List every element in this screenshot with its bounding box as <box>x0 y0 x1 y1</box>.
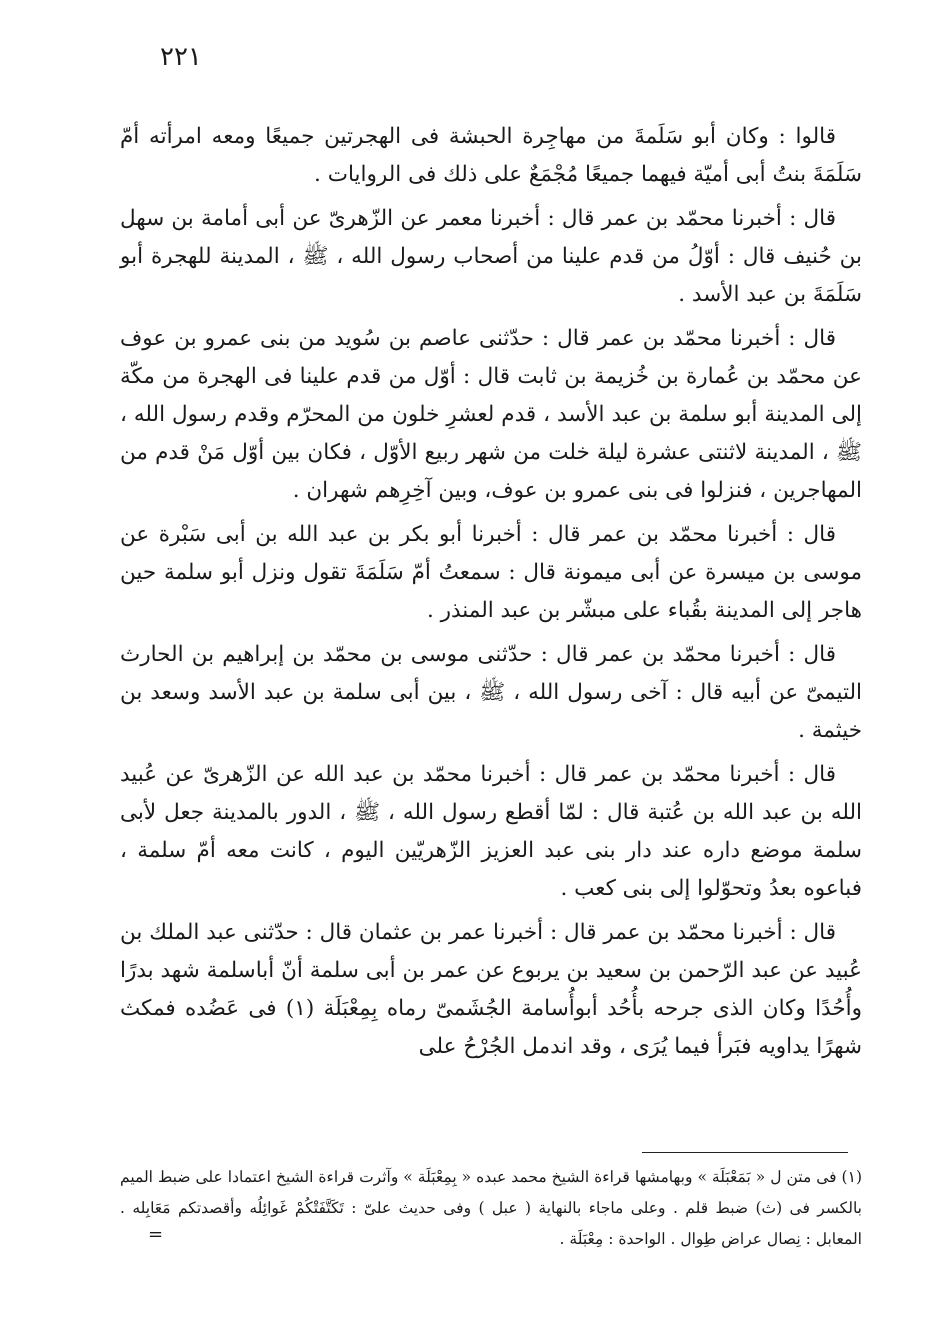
page-number: ٢٢١ <box>160 42 202 72</box>
paragraph: قال : أخبرنا محمّد بن عمر قال : حدّثنى عاصم بن سُويد من بنى عمرو بن عوف عن محمّد بن عُمارة بن خُزيمة بن ثابت قال : أوّل من قدم علينا فى الهجرة من مكّة إلى المدينة أبو سلمة بن عبد الأسد ، قدم لعشرِ خلون من المحرّم وقدم رسول الله ، ﷺ ، المدينة لاثنتى عشرة ليلة خلت من شهر ربيع الأوّل ، فكان بين أوّل مَنْ قدم من المهاجرين ، فنزلوا فى بنى عمرو بن عوف، وبين آخِرِهم شهران . <box>120 326 862 503</box>
footnotes <box>120 1162 862 1255</box>
paragraph: قال : أخبرنا محمّد بن عمر قال : حدّثنى موسى بن محمّد بن إبراهيم بن الحارث التيمىّ عن أبيه قال : آخى رسول الله ، ﷺ ، بين أبى سلمة بن عبد الأسد وسعد بن خيثمة . <box>120 642 862 743</box>
paragraph: قال : أخبرنا محمّد بن عمر قال : أخبرنا معمر عن الزّهرىّ عن أبى أمامة بن سهل بن حُنيف قال : أوّلُ من قدم علينا من أصحاب رسول الله ، ﷺ ، المدينة للهجرة أبو سَلَمَةَ بن عبد الأسد . <box>120 206 862 307</box>
paragraph: قال : أخبرنا محمّد بن عمر قال : أخبرنا عمر بن عثمان قال : حدّثنى عبد الملك بن عُبيد عن عبد الرّحمن بن سعيد بن يربوع عن عمر بن أبى سلمة أنّ أباسلمة شهد بدرًا وأُحُدًا وكان الذى جرحه بأُحُد أبوأُسامة الجُشَمىّ رماه بِمِعْبَلَة (١) فى عَضُده فمكث شهرًا يداويه فبَرأ فيما يُرَى ، وقد اندمل الجُرْحُ على <box>120 920 862 1059</box>
paragraph: قال : أخبرنا محمّد بن عمر قال : أخبرنا محمّد بن عبد الله عن الزّهرىّ عن عُبيد الله بن عبد الله بن عُتبة قال : لمّا أقطع رسول الله ، ﷺ ، الدور بالمدينة جعل لأبى سلمة موضع داره عند دار بنى عبد العزيز الزّهريّين اليوم ، كانت معه أمّ سلمة ، فباعوه بعدُ وتحوّلوا إلى بنى كعب . <box>120 762 862 901</box>
main-text <box>120 118 862 1072</box>
footnote: (١) فى متن ل « بَمَعْبَلَة » وبهامشها قراءة الشيخ محمد عبده « بِمِعْبَلَة » وآثرت قراءة الشيخ اعتمادا على ضبط الميم بالكسر فى (ث) ضبط قلم . وعلى ماجاء بالنهاية ( عبل ) وفى حديث علىّ : تَكَتَّفَتْكُمْ غَوائِلُه وأقصدتكم مَعَابِله . المعابل : نِصال عراض طِوال . الواحدة : مِعْبَلَة . <box>120 1168 862 1248</box>
continuation-mark: = <box>148 1224 164 1245</box>
paragraph: قال : أخبرنا محمّد بن عمر قال : أخبرنا أبو بكر بن عبد الله بن أبى سَبْرة عن موسى بن ميسرة عن أبى ميمونة قال : سمعتُ أمّ سَلَمَةَ تقول ونزل أبو سلمة حين هاجر إلى المدينة بقُباء على مبشّر بن عبد المنذر . <box>120 522 862 623</box>
footnote-divider <box>642 1152 848 1153</box>
paragraph: قالوا : وكان أبو سَلَمةَ من مهاجِرة الحبشة فى الهجرتين جميعًا ومعه امرأته أمّ سَلَمَةَ بنتُ أبى أميّة فيهما جميعًا مُجْمَعٌ على ذلك فى الروايات . <box>120 124 862 187</box>
